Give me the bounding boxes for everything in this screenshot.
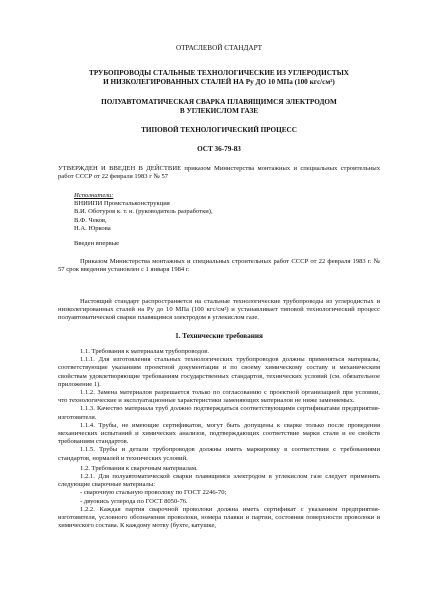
paragraph-1-2-1: 1.2.1. Для полуавтоматической сварки плавящимся электродом в углекислом газе следует применять следующие сварочные материалы: [58, 473, 380, 489]
section-1-body [58, 348, 380, 530]
paragraph-1-1-4: 1.1.4. Трубы, не имеющие сертификатов, могут быть допущены к сварке только после проведения механических испытаний и химических анализов, подтверждающих соответствие марки стали и ее свойств требованиям стандартов. [58, 421, 380, 446]
title-line-2: И НИЗКОЛЕГИРОВАННЫХ СТАЛЕЙ НА Ру ДО 10 МПа (100 кгс/см²) [103, 77, 335, 86]
order-note: Приказом Министерства монтажных и специальных строительных работ СССР от 22 февраля 1983 г. № 57 срок введения установлен с 1 января 1984 г. [58, 258, 380, 274]
document-title [58, 69, 380, 86]
paragraph-1-1-1: 1.1.1. Для изготовления стальных технологических трубопроводов должны применяться материалы, соответствующие указаниям проектной документации и по своему химическому составу и механическим свойствам удовлетворяющие требованиям государственных стандартов, технических условий (см. обязательное приложение 1). [58, 356, 380, 388]
list-item-co2: - двуокись углерода по ГОСТ 8050-76. [80, 497, 188, 505]
subtitle-line-1: ПОЛУАВТОМАТИЧЕСКАЯ СВАРКА ПЛАВЯЩИМСЯ ЭЛЕКТРОДОМ [101, 98, 337, 106]
approval-text [58, 165, 380, 181]
list-item-wire: - сварочную стальную проволоку по ГОСТ 2246-70; [80, 489, 227, 497]
subtitle-line-2: В УГЛЕКИСЛОМ ГАЗЕ [179, 106, 259, 115]
intro-paragraph: Настоящий стандарт распространяется на стальные технологические трубопроводы из углеродистых и низколегированных сталей на Ру до 10 МПа (100 кгс/см²) и устанавливает типовой технологический процесс полуавтоматической сварки плавящимся электродом в углекислом газе. [58, 298, 380, 322]
org-standard-label: ОТРАСЛЕВОЙ СТАНДАРТ [175, 44, 263, 52]
paragraph-1-2-2: 1.2.2. Каждая партия сварочной проволоки должна иметь сертификат с указанием предприятия-изготовителя, условного обозначения проволоки, номера плавки и партии, состояния поверхности проволоки и химического состава. К каждому мотку (бухте, катушке, [58, 505, 380, 530]
section-1-heading: 1. Технические требования [175, 332, 263, 340]
document-subtitle [58, 98, 380, 115]
executors-block [74, 192, 380, 233]
paragraph-1-2: 1.2. Требования к сварочным материалам. [80, 464, 198, 472]
executor-2: В.И. Оботуров к. т. н. (руководитель разработки), [74, 208, 213, 216]
executor-4: Н.А. Юркова [74, 224, 111, 232]
paragraph-1-1-3: 1.1.3. Качество материала труб должно подтверждаться соответствующими сертификатами предприятия-изготовителя. [58, 405, 380, 421]
executors-label: Исполнители: [74, 192, 114, 199]
standard-code: ОСТ 36-79-83 [197, 145, 241, 153]
paragraph-1-1: 1.1. Требования к материалам трубопроводов. [80, 348, 210, 355]
paragraph-1-1-2: 1.1.2. Замена материалов разрешается только по согласованию с проектной организацией при условии, что технологические и эксплуатационные характеристики заменяющих материалов не ниже заменяемых. [58, 389, 380, 405]
first-time-note: Введен впервые [74, 240, 120, 247]
approval-paragraph: УТВЕРЖДЕН И ВВЕДЕН В ДЕЙСТВИЕ приказом Министерства монтажных и специальных строительных работ СССР от 22 февраля 1983 г № 57 [58, 165, 380, 181]
executor-1: ВНИИПИ Промстальконструкция [74, 200, 170, 208]
paragraph-1-1-5: 1.1.5. Трубы и детали трубопроводов должны иметь маркировку в соответствии с требованиями стандартов, нормалей и технических условий. [58, 446, 380, 462]
title-line-1: ТРУБОПРОВОДЫ СТАЛЬНЫЕ ТЕХНОЛОГИЧЕСКИЕ ИЗ УГЛЕРОДИСТЫХ [89, 69, 349, 77]
executor-3: В.Ф. Чеков, [74, 216, 107, 224]
process-title: ТИПОВОЙ ТЕХНОЛОГИЧЕСКИЙ ПРОЦЕСС [141, 126, 297, 134]
